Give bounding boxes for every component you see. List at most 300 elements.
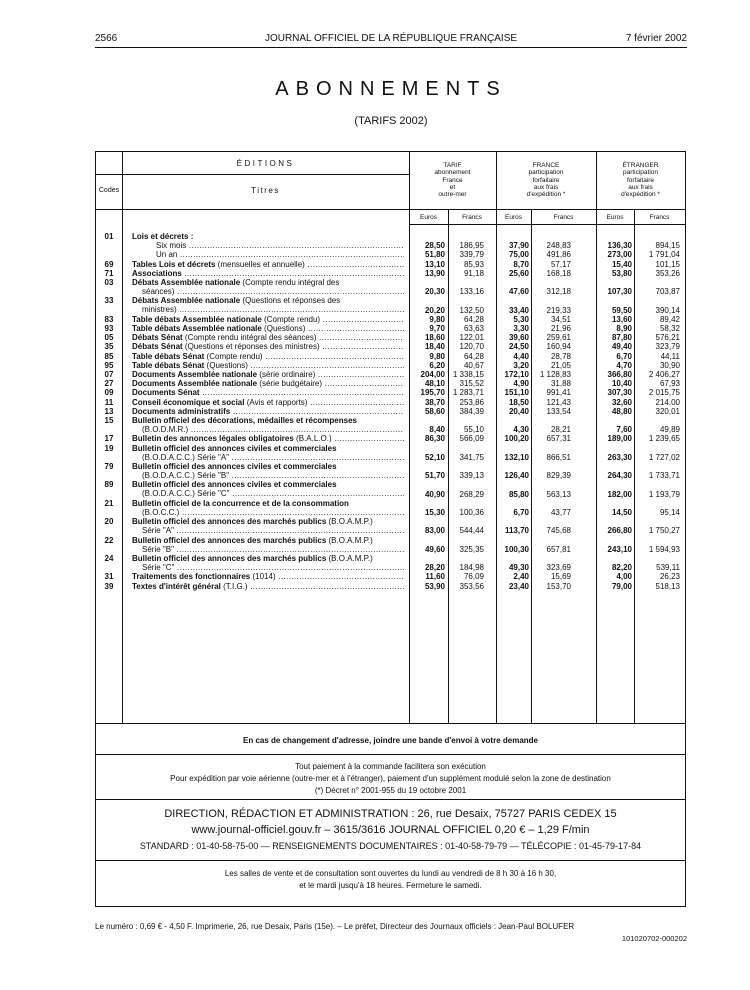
price-cell: 384,39 [459,406,484,416]
price-cell: 85,80 [508,489,529,499]
table-row [96,398,685,407]
price-cell: 657,81 [546,544,571,554]
price-cell: 55,10 [463,425,484,435]
journal-name: JOURNAL OFFICIEL DE LA RÉPUBLIQUE FRANÇAISE [264,33,518,44]
price-cell: 49,89 [659,425,680,435]
row-title-line [132,508,404,517]
row-title-text: (B.O.D.A.C.C.) Série "B" [142,471,230,480]
price-cell: 133,54 [546,406,571,416]
price-cell: 75,00 [508,250,529,260]
price-cell: 341,75 [459,452,484,462]
price-cell: 57,17 [550,259,571,269]
row-title-line [132,305,404,314]
row-title-bold: Table débats Sénat [132,360,205,370]
page-subtitle: (TARIFS 2002) [354,115,428,127]
price-cell: 49,60 [424,544,445,554]
price-cell: 325,35 [459,544,484,554]
price-cell: 37,90 [508,241,529,251]
row-code: 95 [104,360,114,370]
row-title-line [132,536,404,545]
row-title-text: (1014) [250,572,276,582]
row-title-text: Un an [156,250,178,260]
price-cell: 8,40 [429,425,445,435]
price-cell: 51,70 [424,471,445,481]
row-title-line [132,361,404,370]
price-cell: 2 015,75 [648,388,680,398]
price-cell: 4,90 [513,379,529,389]
reference-number: 101020702-000202 [621,934,687,943]
row-title [132,480,404,498]
price-cell: 703,87 [655,287,680,297]
row-code: 35 [104,342,114,352]
price-cell: 657,31 [546,434,571,444]
price-cell: 11,60 [425,572,445,582]
price-cell: 122,01 [459,333,484,343]
price-cell: 33,40 [508,305,529,315]
price-cell: 544,44 [459,526,484,536]
price-cell: 101,15 [655,259,680,269]
price-cell: 4,00 [616,572,632,582]
price-cell: 21,05 [550,360,571,370]
price-cell: 28,50 [424,241,445,251]
price-cell: 353,26 [655,268,680,278]
row-title-line [132,342,404,351]
row-title-line [132,287,404,296]
editions-header: ÉDITIONS [236,159,295,168]
table-bottom-rule [96,723,685,724]
row-title [132,416,404,434]
imprint-line: Le numéro : 0,69 € - 4,50 F. Imprimerie, 26, rue Desaix, Paris (15e). – Le préfet, Directeur des Journaux officiels : Jean-Paul BOLUFER [95,922,575,931]
page-number: 2566 [95,33,118,44]
price-cell: 219,33 [546,305,571,315]
price-cell: 15,40 [611,259,632,269]
price-cell: 189,00 [607,434,632,444]
row-title-bold: Débats Sénat [132,342,183,352]
table-row [96,517,685,535]
price-cell: 6,70 [513,507,529,517]
price-cell: 168,18 [546,268,571,278]
price-cell: 14,50 [611,507,632,517]
header-bottom-rule [96,209,685,210]
price-cell: 153,70 [546,581,571,591]
price-cell: 160,94 [546,342,571,352]
price-cell: 86,30 [424,434,445,444]
table-row [96,379,685,388]
direction-block [96,806,685,854]
price-cell: 8,70 [513,259,529,269]
price-cell: 91,18 [463,268,484,278]
table-row [96,361,685,370]
price-cell: 13,90 [424,268,445,278]
row-title [132,296,404,314]
price-cell: 32,60 [611,397,632,407]
row-title [132,333,404,342]
row-title-line [132,398,404,407]
row-title-text: (Questions) [204,360,248,370]
row-title-text: (B.O.A.M.P.) [326,554,373,563]
row-title-line [132,324,404,333]
price-cell: 89,42 [659,314,680,324]
row-title-text: (Compte rendu) [261,314,321,324]
row-title-bold: Documents Assemblée nationale [132,379,258,389]
price-cell: 133,16 [459,287,484,297]
unit-euros: Euros [606,214,624,221]
row-title-bold: Bulletin officiel des annonces des marchés publics [132,535,327,545]
price-cell: 44,11 [660,351,680,361]
row-title-line [132,296,404,305]
row-title-line [132,315,404,324]
separator [96,754,685,755]
row-title-text: (B.O.D.A.C.C.) Série "A" [142,452,230,462]
table-row [96,388,685,397]
row-title [132,241,404,250]
price-cell: 121,43 [546,397,571,407]
page-header [95,33,687,47]
price-cell: 132,10 [504,452,529,462]
price-cell: 268,29 [459,489,484,499]
price-cell: 136,30 [607,241,632,251]
row-code: 79 [104,462,114,471]
price-cell: 64,28 [463,314,484,324]
price-cell: 15,30 [424,507,445,517]
row-title-bold: Débats Assemblée nationale [132,278,241,287]
table-row [96,352,685,361]
row-code: 05 [104,333,114,343]
table-row [96,416,685,434]
price-cell: 40,67 [463,360,484,370]
price-cell: 113,70 [504,526,529,536]
direction-phones: STANDARD : 01-40-58-75-00 — RENSEIGNEMENTS DOCUMENTAIRES : 01-40-58-79-79 — TÉLÉCOPIE : 01-45-79-17-84 [139,841,642,851]
price-cell: 323,69 [546,563,571,573]
header-rule [95,47,687,48]
row-code: 03 [104,278,114,287]
row-code: 39 [104,581,114,591]
price-cell: 566,09 [459,434,484,444]
row-title [132,342,404,351]
row-title-bold: Bulletin officiel de la concurrence et de la consommation [132,498,349,508]
price-cell: 2 406,27 [648,370,680,379]
row-title [132,499,404,517]
price-cell: 172,10 [504,370,529,379]
row-title-bold: Textes d'intérêt général [132,581,221,591]
row-title-bold: Bulletin officiel des annonces des marchés publics [132,554,327,563]
table-row [96,315,685,324]
row-title-text: (B.O.A.M.P.) [326,535,373,545]
price-cell: 59,50 [611,305,632,315]
france-header: FRANCE participation forfaitaire aux frais d'expédition * [526,162,566,199]
row-title-text: Série "A" [142,526,174,536]
row-title [132,370,404,379]
price-cell: 6,70 [616,351,632,361]
row-code: 15 [104,416,114,425]
row-code: 11 [104,397,114,407]
price-cell: 30,90 [659,360,680,370]
row-title-text: (Compte rendu) [204,351,263,361]
row-title-bold: Table débats Assemblée nationale [132,314,262,324]
price-cell: 3,30 [513,324,529,333]
price-cell: 182,00 [607,489,632,499]
price-cell: 23,40 [508,581,529,591]
row-title [132,517,404,535]
row-code: 07 [104,370,114,379]
row-title-text: ministres) [142,305,177,315]
table-row [96,232,685,241]
row-title [132,388,404,397]
table-row [96,499,685,517]
price-cell: 151,10 [504,388,529,398]
table-row [96,278,685,296]
price-cell: 95,14 [659,507,680,517]
price-cell: 4,70 [616,360,632,370]
row-title-text: Série "C" [142,563,175,572]
table-row [96,444,685,462]
payment-line: Tout paiement à la commande facilitera son exécution [295,762,486,771]
unit-francs: Francs [649,214,670,221]
row-title-bold: Bulletin des annonces légales obligatoires [132,434,294,444]
price-cell: 4,30 [513,425,529,435]
price-cell: 307,30 [607,388,632,398]
price-cell: 1 283,71 [452,388,484,398]
row-title-bold: Documents administratifs [132,406,231,416]
price-cell: 25,60 [508,268,529,278]
row-title-bold: Conseil économique et social [132,397,245,407]
row-code: 69 [104,259,114,269]
row-title-text: (T.I.G.) [220,581,248,591]
row-title-text: Série "B" [142,544,174,554]
row-title-line [132,444,404,453]
row-title-line [132,499,404,508]
price-cell: 107,30 [607,287,632,297]
row-title [132,278,404,296]
row-title-text: (mensuelles et annuelle) [215,259,305,269]
price-cell: 894,15 [655,241,680,251]
price-cell: 248,83 [546,241,571,251]
price-cell: 15,69 [550,572,571,582]
price-cell: 1 338,15 [452,370,484,379]
row-title-line [132,563,404,572]
price-cell: 49,30 [508,563,529,573]
row-title [132,434,404,443]
row-title-text: (série ordinaire) [257,370,316,379]
row-code: 33 [104,296,114,306]
price-cell: 10,40 [611,379,632,389]
row-title-line [132,554,404,563]
table-row [96,554,685,572]
payment-notice [96,761,685,797]
price-cell: 39,60 [508,333,529,343]
row-title-bold: Associations [132,268,182,278]
row-code: 31 [104,572,114,582]
row-title-line [132,416,404,425]
table-row [96,434,685,443]
row-title [132,407,404,416]
row-title [132,444,404,462]
price-cell: 48,80 [611,406,632,416]
row-code: 17 [104,434,114,444]
address-change-notice: En cas de changement d'adresse, joindre une bande d'envoi à votre demande [243,736,538,745]
unit-francs: Francs [462,214,482,221]
row-title-text: (B.O.C.C.) [142,507,180,517]
table-row [96,342,685,351]
editions-rule [96,174,409,175]
price-cell: 20,40 [508,406,529,416]
row-title-bold: Bulletin officiel des annonces civiles et commerciales [132,443,337,453]
row-title-bold: Documents Assemblée nationale [132,370,258,379]
row-title [132,462,404,480]
price-cell: 52,10 [424,452,445,462]
table-row [96,250,685,259]
price-cell: 339,13 [459,471,484,481]
direction-address: DIRECTION, RÉDACTION ET ADMINISTRATION : 26, rue Desaix, 75727 PARIS CEDEX 15 [164,808,617,820]
row-title-text: (B.O.A.M.P.) [326,517,373,527]
row-title-line [132,379,404,388]
table-row [96,260,685,269]
price-cell: 829,39 [546,471,571,481]
price-cell: 186,95 [459,241,484,251]
price-cell: 76,09 [463,572,484,582]
row-title-text: (série budgétaire) [257,379,322,389]
price-cell: 576,21 [655,333,680,343]
price-cell: 320,01 [655,406,680,416]
row-title-line [132,572,404,581]
row-title-text: (Questions et réponses des [240,296,341,306]
price-cell: 214,00 [655,397,680,407]
price-cell: 266,80 [607,526,632,536]
price-cell: 1 791,04 [648,250,680,260]
sales-hours-notice: Les salles de vente et de consultation sont ouvertes du lundi au vendredi de 8 h 30 à 16 h 30, et le mardi jusqu'à 18 heures. Fermeture le samedi. [224,869,557,890]
price-cell: 13,10 [424,259,445,269]
row-code: 27 [104,379,114,389]
price-cell: 13,60 [611,314,632,324]
row-title-text: (Avis et rapports) [244,397,308,407]
price-cell: 253,86 [459,397,484,407]
table-row [96,407,685,416]
row-title-bold: Bulletin officiel des annonces civiles et commerciales [132,480,337,490]
row-title-text: (B.O.D.M.R.) [142,425,189,434]
price-cell: 82,20 [611,563,632,573]
row-title [132,250,404,259]
price-cell: 563,13 [546,489,571,499]
unit-francs: Francs [553,214,574,221]
row-title-bold: Débats Assemblée nationale [132,296,241,306]
units-rule [409,224,685,225]
price-cell: 745,68 [546,526,571,536]
row-code: 13 [104,406,114,416]
page-title: ABONNEMENTS [275,78,507,100]
price-cell: 120,70 [459,342,484,352]
unit-euros: Euros [505,214,522,221]
price-cell: 20,30 [424,287,445,297]
price-cell: 47,60 [508,287,529,297]
price-cell: 67,93 [659,379,680,389]
decree-note: (*) Décret n° 2001-955 du 19 octobre 2001 [314,786,467,795]
row-title-line [132,407,404,416]
row-title [132,572,404,581]
price-cell: 28,78 [550,351,571,361]
row-title-text: (B.A.L.O.) [293,434,332,444]
subscription-frame [95,151,686,907]
row-title [132,315,404,324]
row-code: 24 [104,554,114,563]
price-cell: 53,80 [611,268,632,278]
row-title-bold: Documents Sénat [132,388,200,398]
row-title-text: (Questions) [261,324,306,333]
row-title [132,352,404,361]
price-cell: 64,28 [463,351,484,361]
row-title-line [132,232,404,241]
row-title-text: Six mois [156,241,187,251]
price-cell: 18,50 [508,397,529,407]
row-title [132,536,404,554]
price-cell: 366,80 [607,370,632,379]
price-cell: 21,96 [550,324,571,333]
price-cell: 53,90 [424,581,445,591]
unit-euros: Euros [420,214,437,221]
row-code: 89 [104,480,114,490]
row-title-line [132,453,404,462]
price-cell: 5,30 [513,314,529,324]
row-title-line [132,582,404,591]
row-title-line [132,352,404,361]
price-cell: 43,77 [550,507,571,517]
price-cell: 100,30 [504,544,529,554]
price-cell: 20,20 [424,305,445,315]
price-cell: 100,20 [504,434,529,444]
table-row [96,370,685,379]
price-cell: 58,60 [424,406,445,416]
price-cell: 100,36 [459,507,484,517]
price-cell: 264,30 [607,471,632,481]
price-cell: 83,00 [424,526,445,536]
price-cell: 24,50 [508,342,529,352]
row-title-line [132,425,404,434]
price-cell: 18,60 [424,333,445,343]
price-cell: 9,70 [429,324,445,333]
price-cell: 6,20 [429,360,445,370]
price-cell: 2,40 [513,572,529,582]
price-cell: 34,51 [550,314,571,324]
table-row [96,241,685,250]
row-title-line [132,471,404,480]
row-title [132,582,404,591]
row-title-line [132,278,404,287]
price-cell: 1 193,79 [648,489,680,499]
price-cell: 1 733,71 [648,471,680,481]
price-cell: 243,10 [607,544,632,554]
price-cell: 26,23 [659,572,680,582]
price-cell: 315,52 [459,379,484,389]
row-title-line [132,480,404,489]
price-cell: 390,14 [655,305,680,315]
row-title-bold: Bulletin officiel des annonces civiles et commerciales [132,462,337,471]
table-row [96,333,685,342]
price-cell: 9,80 [429,351,445,361]
price-cell: 4,40 [513,351,529,361]
row-title-line [132,462,404,471]
price-cell: 353,56 [459,581,484,591]
price-cell: 63,63 [463,324,484,333]
row-code: 85 [104,351,114,361]
row-code: 20 [104,517,114,527]
row-code: 19 [104,443,114,453]
row-title-line [132,545,404,554]
price-cell: 204,00 [420,370,445,379]
price-cell: 38,70 [424,397,445,407]
price-cell: 259,61 [546,333,571,343]
row-title-bold: Bulletin officiel des annonces des marchés publics [132,517,327,527]
price-cell: 312,18 [546,287,571,297]
price-cell: 184,98 [459,563,484,573]
